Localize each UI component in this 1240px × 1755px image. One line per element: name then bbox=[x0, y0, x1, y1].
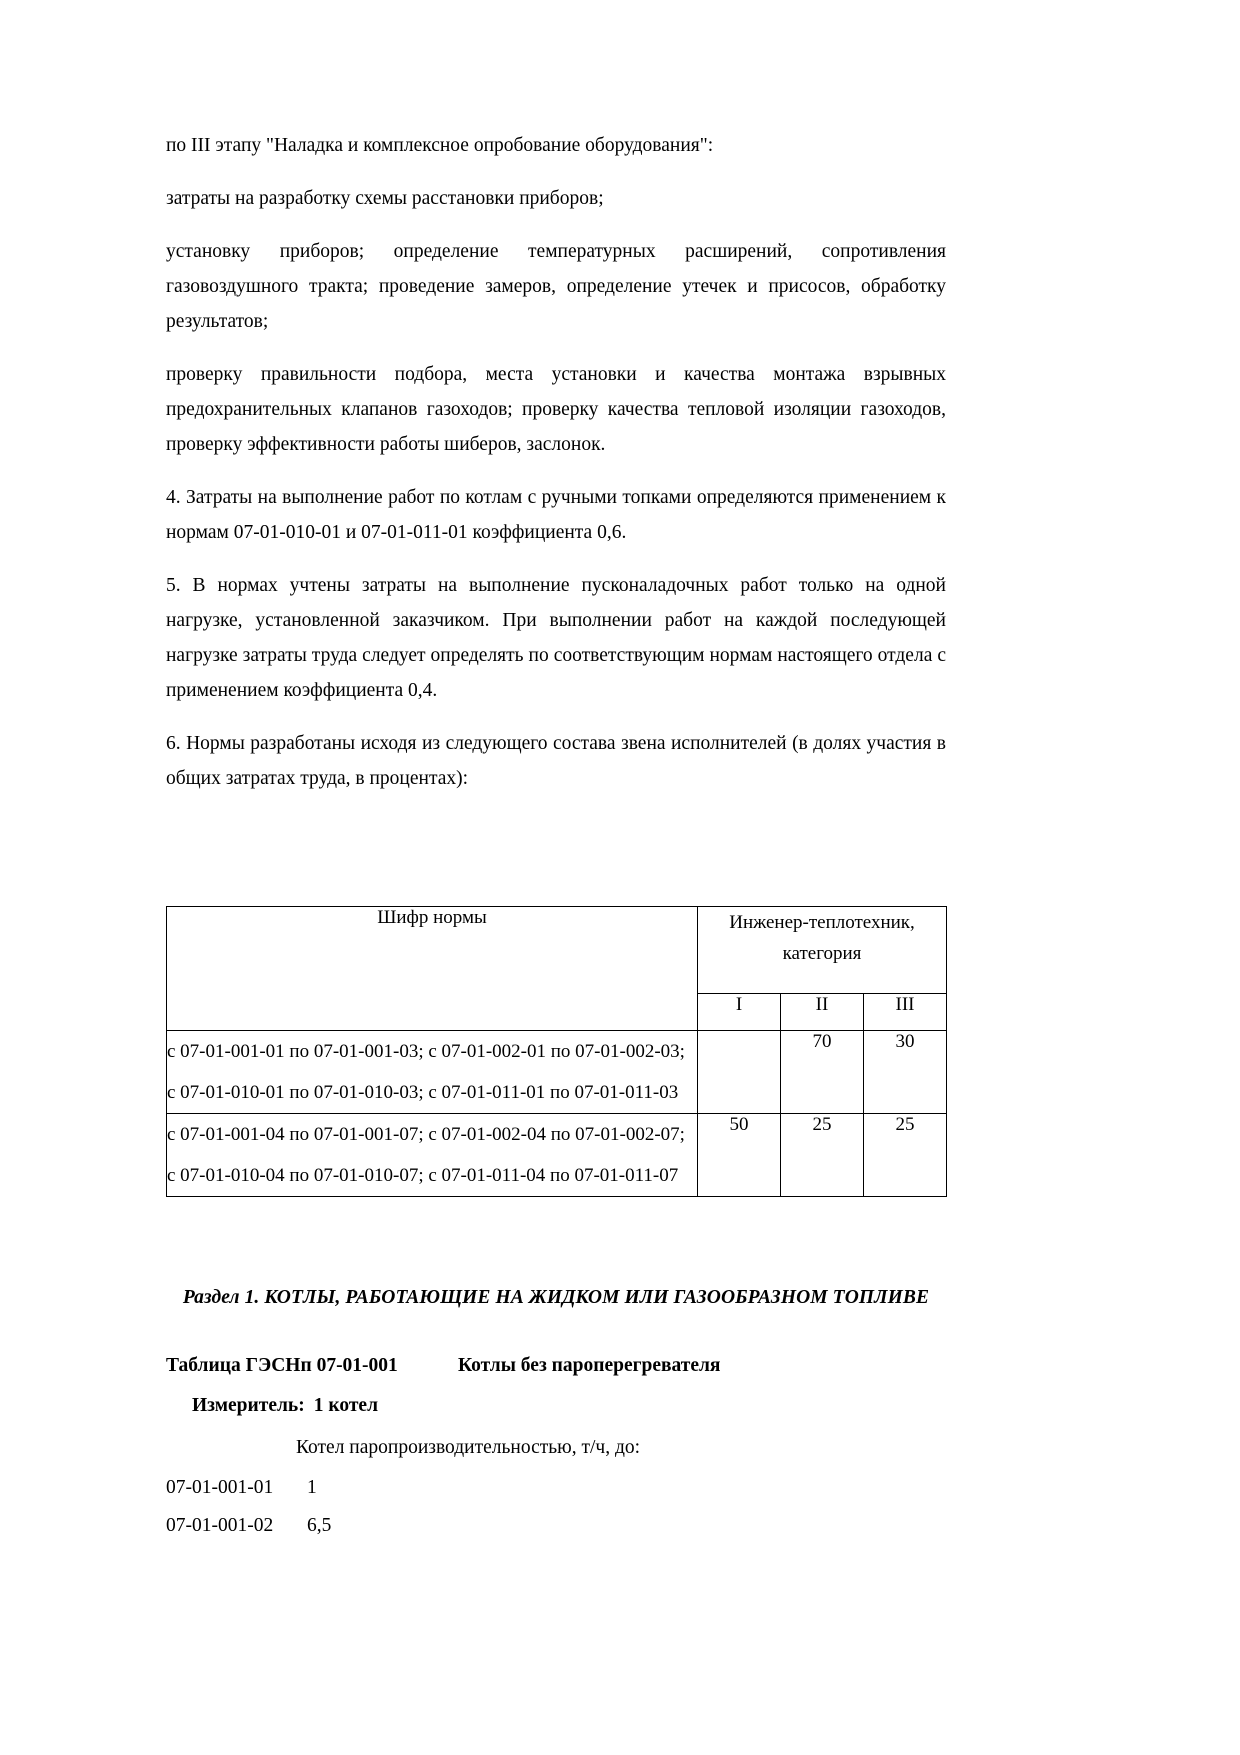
section-heading: Раздел 1. КОТЛЫ, РАБОТАЮЩИЕ НА ЖИДКОМ ИЛИ ГАЗООБРАЗНОМ ТОПЛИВЕ bbox=[182, 1287, 930, 1308]
norm-codes-line1: с 07-01-001-04 по 07-01-001-07; с 07-01-002-04 по 07-01-002-07; bbox=[167, 1124, 685, 1145]
norm-table-code: Таблица ГЭСНп 07-01-001 bbox=[166, 1355, 398, 1376]
measure-value: 1 котел bbox=[313, 1395, 379, 1416]
norm-table-name: Котлы без пароперегревателя bbox=[458, 1355, 721, 1376]
norm-codes-line2: с 07-01-010-04 по 07-01-010-07; с 07-01-011-04 по 07-01-011-07 bbox=[167, 1165, 679, 1186]
norm-list-item bbox=[166, 1515, 946, 1537]
header-cell-engineer-category bbox=[698, 907, 947, 994]
norm-value: 6,5 bbox=[307, 1515, 332, 1536]
cell-category-2-value: 25 bbox=[781, 1114, 864, 1197]
paragraph-verification: проверку правильности подбора, места установки и качества монтажа взрывных предохранительных клапанов газоходов; проверку качества тепловой изоляции газоходов, проверку эффективности работы шиберов, заслонок. bbox=[166, 364, 946, 455]
lower-content bbox=[166, 1287, 946, 1537]
spacer bbox=[166, 1377, 946, 1395]
table-body bbox=[167, 1031, 947, 1197]
cell-norm-codes bbox=[167, 1031, 698, 1114]
norm-unit-header: Котел паропроизводительностью, т/ч, до: bbox=[296, 1437, 641, 1458]
spacer bbox=[166, 1459, 946, 1477]
header-cell-category-3: III bbox=[864, 994, 947, 1031]
spacer bbox=[166, 462, 946, 480]
spacer bbox=[166, 163, 946, 181]
table-row bbox=[167, 1114, 947, 1197]
spacer bbox=[166, 1417, 946, 1437]
spacer bbox=[166, 339, 946, 357]
paragraph-item-5: 5. В нормах учтены затраты на выполнение пусконаладочных работ только на одной нагрузке, установленной заказчиком. При выполнении работ на каждой последующей нагрузке затраты труда следует определять по соответствующим нормам настоящего отдела с применением коэффициента 0,4. bbox=[166, 575, 946, 701]
cell-category-3-value: 25 bbox=[864, 1114, 947, 1197]
spacer bbox=[166, 1309, 946, 1355]
table-header bbox=[167, 907, 947, 1031]
header-engineer-line1: Инженер-теплотехник, bbox=[729, 912, 915, 933]
norm-codes-line1: с 07-01-001-01 по 07-01-001-03; с 07-01-002-01 по 07-01-002-03; bbox=[167, 1041, 685, 1062]
header-engineer-line2: категория bbox=[782, 943, 862, 964]
norm-table-caption bbox=[166, 1355, 946, 1377]
measure-line bbox=[166, 1395, 946, 1417]
measure-label: Измеритель: bbox=[192, 1395, 305, 1416]
spacer bbox=[166, 550, 946, 568]
paragraph-stage-three: по III этапу "Наладка и комплексное опробование оборудования": bbox=[166, 135, 714, 156]
table-header-row-1 bbox=[167, 907, 947, 994]
cell-category-1-value bbox=[698, 1031, 781, 1114]
header-cell-code: Шифр нормы bbox=[167, 907, 698, 1031]
cell-category-2-value: 70 bbox=[781, 1031, 864, 1114]
paragraph-item-4: 4. Затраты на выполнение работ по котлам с ручными топками определяются применением к нормам 07-01-010-01 и 07-01-011-01 коэффициента 0,6. bbox=[166, 487, 946, 543]
norm-list-item bbox=[166, 1477, 946, 1499]
paragraph-scheme-costs: затраты на разработку схемы расстановки приборов; bbox=[166, 188, 604, 209]
table-row bbox=[167, 1031, 947, 1114]
paragraph-instrument-install: установку приборов; определение температурных расширений, сопротивления газовоздушного тракта; проведение замеров, определение утечек и присосов, обработку результатов; bbox=[166, 241, 946, 332]
norm-value: 1 bbox=[307, 1477, 317, 1498]
norm-codes-line2: с 07-01-010-01 по 07-01-010-03; с 07-01-011-01 по 07-01-011-03 bbox=[167, 1082, 679, 1103]
cell-category-1-value: 50 bbox=[698, 1114, 781, 1197]
spacer bbox=[166, 216, 946, 234]
norm-code: 07-01-001-02 bbox=[166, 1515, 274, 1536]
spacer bbox=[166, 1499, 946, 1515]
staff-composition-table-wrapper bbox=[166, 906, 946, 1197]
norm-code: 07-01-001-01 bbox=[166, 1477, 274, 1498]
staff-composition-table bbox=[166, 906, 947, 1197]
cell-norm-codes bbox=[167, 1114, 698, 1197]
document-body bbox=[166, 128, 946, 796]
cell-category-3-value: 30 bbox=[864, 1031, 947, 1114]
header-cell-category-1: I bbox=[698, 994, 781, 1031]
paragraph-item-6: 6. Нормы разработаны исходя из следующего состава звена исполнителей (в долях участия в общих затратах труда, в процентах): bbox=[166, 733, 946, 789]
spacer bbox=[166, 708, 946, 726]
header-cell-category-2: II bbox=[781, 994, 864, 1031]
